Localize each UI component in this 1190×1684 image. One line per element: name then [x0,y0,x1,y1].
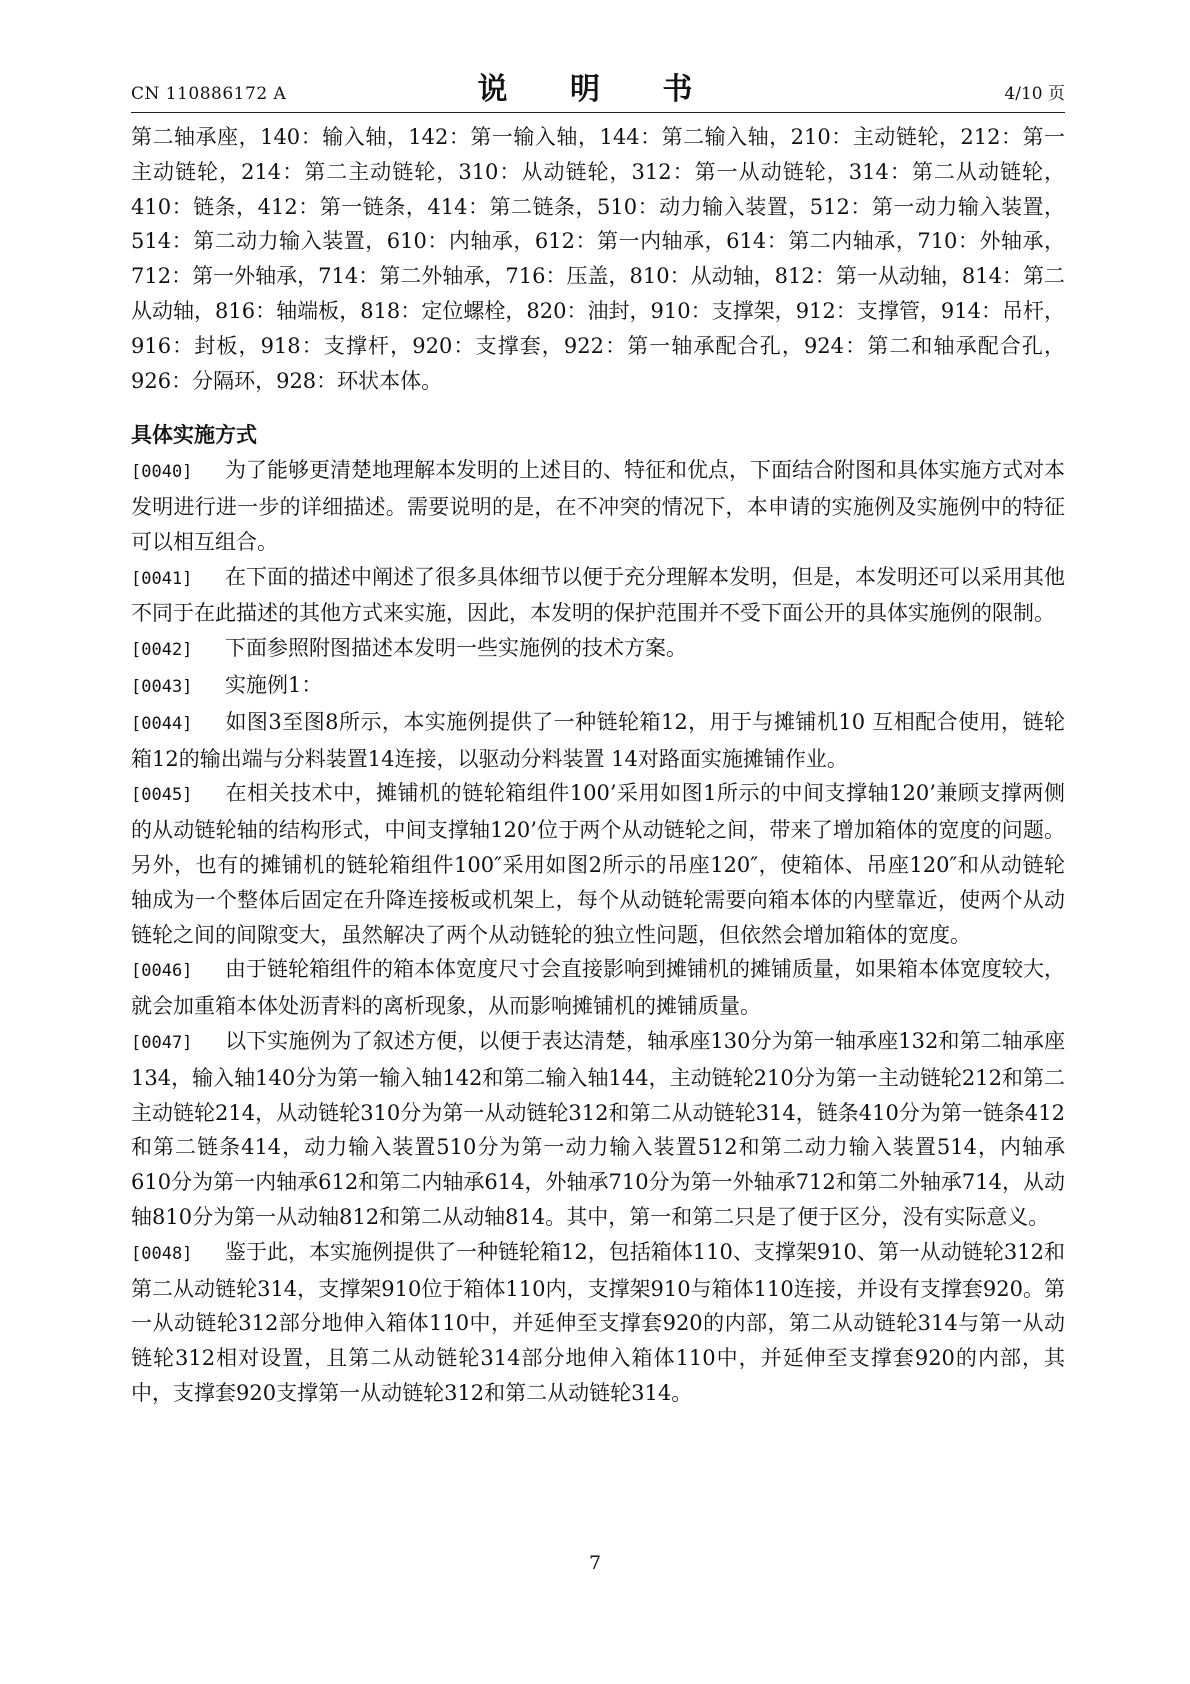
paragraph-number: [0040] [131,462,193,483]
paragraph-text: 在下面的描述中阐述了很多具体细节以便于充分理解本发明，但是，本发明还可以采用其他不同于在此描述的其他方式来实施，因此，本发明的保护范围并不受下面公开的具体实施例的限制。 [131,564,1065,626]
page-header [131,64,1065,112]
paragraph-text: 在相关技术中，摊铺机的链轮箱组件100’采用如图1所示的中间支撑轴120’兼顾支撑两侧的从动链轮轴的结构形式，中间支撑轴120’位于两个从动链轮之间，带来了增加箱体的宽度的问题。另外，也有的摊铺机的链轮箱组件100″采用如图2所示的吊座120″，使箱体、吊座120″和从动链轮轴成为一个整体后固定在升降连接板或机架上，每个从动链轮需要向箱本体的内壁靠近，使两个从动链轮之间的间隙变大，虽然解决了两个从动链轮的独立性问题，但依然会增加箱体的宽度。 [131,781,1065,947]
paragraph-number: [0043] [131,676,193,697]
paragraph-text: 由于链轮箱组件的箱本体宽度尺寸会直接影响到摊铺机的摊铺质量，如果箱本体宽度较大，就会加重箱本体处沥青料的离析现象，从而影响摊铺机的摊铺质量。 [131,957,1065,1019]
paragraph [131,776,1065,952]
paragraph [131,952,1065,1024]
paragraph [131,631,1065,668]
document-title: 说 明 书 [477,72,719,107]
paragraph-list [131,453,1065,1411]
paragraph-text: 以下实施例为了叙述方便，以便于表达清楚，轴承座130分为第一轴承座132和第二轴承座134，输入轴140分为第一输入轴142和第二输入轴144，主动链轮210分为第一主动链轮212和第二主动链轮214，从动链轮310分为第一从动链轮312和第二从动链轮314，链条410分为第一链条412和第二链条414，动力输入装置510分为第一动力输入装置512和第二动力输入装置514，内轴承610分为第一内轴承612和第二内轴承614，外轴承710分为第一外轴承712和第二外轴承714，从动轴810分为第一从动轴812和第二从动轴814。其中，第一和第二只是了便于区分，没有实际意义。 [131,1028,1065,1229]
paragraph-text: 下面参照附图描述本发明一些实施例的技术方案。 [225,636,687,661]
paragraph [131,668,1065,705]
patent-number: CN 110886172 A [131,84,287,104]
paragraph-number: [0042] [131,640,193,661]
reference-list-text: 第二轴承座，140：输入轴，142：第一输入轴，144：第二输入轴，210：主动链轮，212：第一主动链轮，214：第二主动链轮，310：从动链轮，312：第一从动链轮，314：第二从动链轮，410：链条，412：第一链条，414：第二链条，510：动力输入装置，512：第一动力输入装置，514：第二动力输入装置，610：内轴承，612：第一内轴承，614：第二内轴承，710：外轴承，712：第一外轴承，714：第二外轴承，716：压盖，810：从动轴，812：第一从动轴，814：第二从动轴，816：轴端板，818：定位螺栓，820：油封，910：支撑架，912：支撑管，914：吊杆，916：封板，918：支撑杆，920：支撑套，922：第一轴承配合孔，924：第二和轴承配合孔，926：分隔环，928：环状本体。 [131,125,1065,393]
paragraph [131,453,1065,559]
paragraph-text: 为了能够更清楚地理解本发明的上述目的、特征和优点，下面结合附图和具体实施方式对本发明进行进一步的详细描述。需要说明的是，在不冲突的情况下，本申请的实施例及实施例中的特征可以相互组合。 [131,458,1065,554]
paragraph [131,1235,1065,1411]
paragraph [131,560,1065,632]
paragraph-text: 实施例1： [225,672,323,697]
paragraph [131,1024,1065,1235]
header-divider [131,112,1065,113]
page-number: 7 [588,1552,602,1574]
paragraph-number: [0045] [131,785,193,806]
paragraph-number: [0044] [131,713,193,734]
paragraph-number: [0046] [131,961,193,982]
paragraph-text: 鉴于此，本实施例提供了一种链轮箱12，包括箱体110、支撑架910、第一从动链轮312和第二从动链轮314，支撑架910位于箱体110内，支撑架910与箱体110连接，并设有支撑套920。第一从动链轮312部分地伸入箱体110中，并延伸至支撑套920的内部，第二从动链轮314与第一从动链轮312相对设置，且第二从动链轮314部分地伸入箱体110中，并延伸至支撑套920的内部，其中，支撑套920支撑第一从动链轮312和第二从动链轮314。 [131,1239,1065,1405]
paragraph-text: 如图3至图8所示，本实施例提供了一种链轮箱12，用于与摊铺机10 互相配合使用，链轮箱12的输出端与分料装置14连接，以驱动分料装置 14对路面实施摊铺作业。 [131,709,1065,771]
document-body [131,120,1065,1411]
paragraph-number: [0048] [131,1243,193,1264]
paragraph [131,705,1065,777]
page-indicator: 4/10 页 [1004,84,1065,104]
section-heading: 具体实施方式 [131,423,257,448]
paragraph-number: [0047] [131,1032,193,1053]
paragraph-number: [0041] [131,568,193,589]
